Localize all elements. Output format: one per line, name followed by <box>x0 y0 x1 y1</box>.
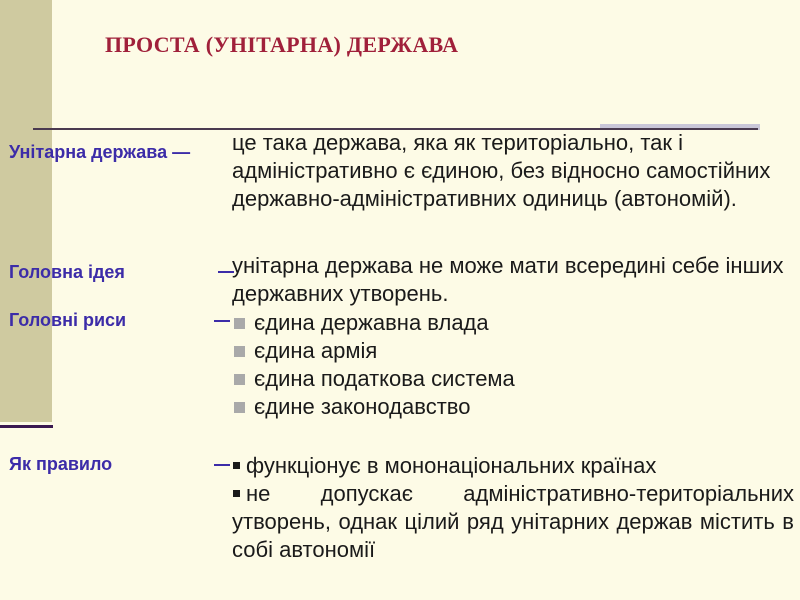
list-item <box>232 309 515 337</box>
square-bullet-icon <box>234 402 245 413</box>
feature-label: єдина армія <box>254 338 378 363</box>
rule-text: не допускає адміністративно-територіальних утворень, однак цілий ряд унітарних держав містить в собі автономії <box>232 481 794 562</box>
dash-main-features <box>214 320 230 322</box>
square-bullet-icon <box>233 462 240 469</box>
feature-label: єдина податкова система <box>254 366 515 391</box>
left-bar-divider <box>0 425 53 428</box>
rule-text: функціонує в мононаціональних країнах <box>246 453 657 478</box>
square-bullet-icon <box>234 346 245 357</box>
main-idea-text: унітарна держава не може мати всередині себе інших державних утворень. <box>232 253 784 306</box>
term-main-idea: Головна ідея <box>9 262 125 282</box>
square-bullet-icon <box>234 374 245 385</box>
list-item <box>232 452 794 480</box>
list-item <box>232 337 515 365</box>
definition-text: це така держава, яка як територіально, так і адміністративно є єдиною, без відносно самостійних державно-адміністративних одиниць (автономій). <box>232 130 771 211</box>
list-item <box>232 480 794 564</box>
slide-title: ПРОСТА (УНІТАРНА) ДЕРЖАВА <box>105 32 459 57</box>
term-as-a-rule: Як правило <box>9 454 113 474</box>
dash-as-a-rule <box>214 464 230 466</box>
feature-label: єдина державна влада <box>254 310 489 335</box>
square-bullet-icon <box>233 490 240 497</box>
list-item <box>232 393 515 421</box>
rules-list <box>232 452 794 564</box>
features-list <box>232 309 515 421</box>
term-main-features: Головні риси <box>9 310 127 330</box>
term-unitary-state: Унітарна держава — <box>9 142 191 162</box>
left-decorative-bar <box>0 0 52 422</box>
square-bullet-icon <box>234 318 245 329</box>
list-item <box>232 365 515 393</box>
feature-label: єдине законодавство <box>254 394 471 419</box>
